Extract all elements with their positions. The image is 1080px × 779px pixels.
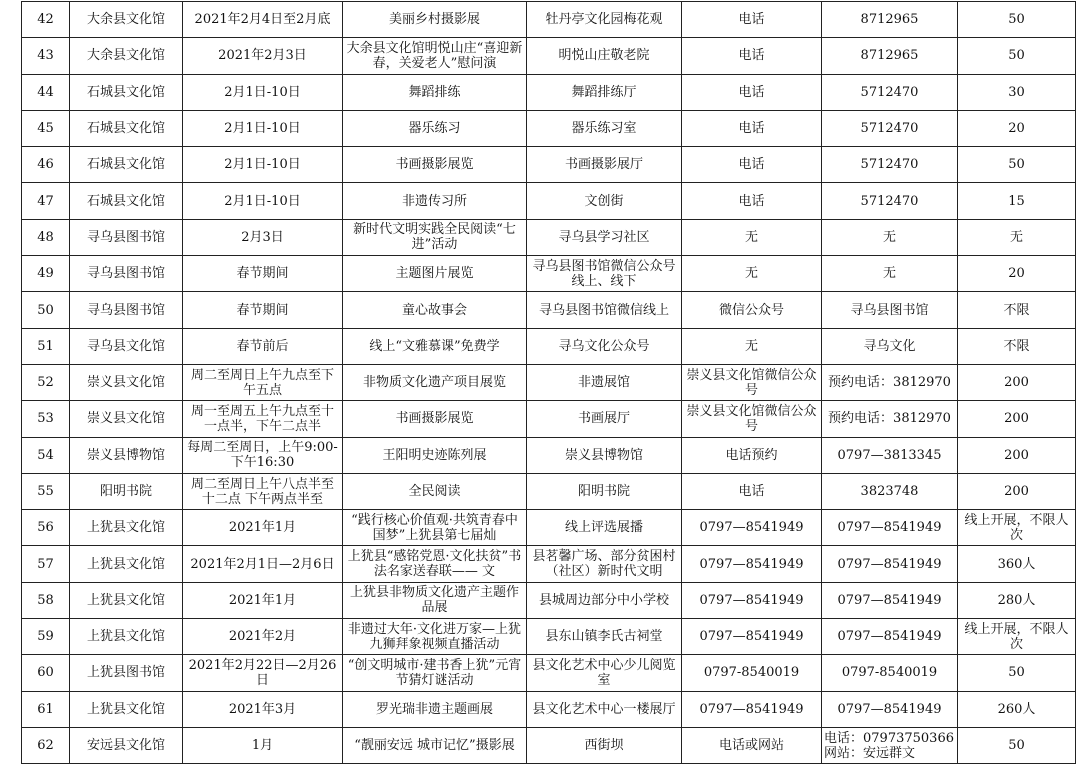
cell-location: 县东山镇李氏古祠堂 — [527, 619, 682, 655]
cell-location: 县文化艺术中心少儿阅览室 — [527, 655, 682, 691]
cell-organizer: 上犹县文化馆 — [70, 582, 183, 618]
cell-activity-name: 上犹县“感铭党恩·文化扶贫”书法名家送春联—— 文 — [343, 546, 527, 582]
cell-activity-name: 舞蹈排练 — [343, 74, 527, 110]
cell-location: 寻乌县图书馆微信线上 — [527, 292, 682, 328]
cell-date: 2月1日-10日 — [183, 74, 343, 110]
cell-location: 非遗展馆 — [527, 364, 682, 400]
cell-capacity: 不限 — [958, 328, 1076, 364]
cell-booking-method: 崇义县文化馆微信公众号 — [682, 401, 822, 437]
cell-activity-name: 全民阅读 — [343, 473, 527, 509]
cell-location: 文创街 — [527, 183, 682, 219]
cell-capacity: 280人 — [958, 582, 1076, 618]
cell-capacity: 15 — [958, 183, 1076, 219]
cell-contact: 0797—8541949 — [822, 546, 958, 582]
cell-date: 春节期间 — [183, 292, 343, 328]
cell-date: 每周二至周日，上午9:00-下午16:30 — [183, 437, 343, 473]
cell-date: 2月1日-10日 — [183, 110, 343, 146]
cell-organizer: 寻乌县图书馆 — [70, 256, 183, 292]
table-row — [22, 74, 1076, 110]
cell-activity-name: 非遗过大年·文化进万家—上犹九狮拜象视频直播活动 — [343, 619, 527, 655]
cell-organizer: 寻乌县图书馆 — [70, 219, 183, 255]
cell-date: 周一至周五上午九点至十一点半，下午二点半 — [183, 401, 343, 437]
cell-location: 明悦山庄敬老院 — [527, 38, 682, 74]
cell-booking-method: 0797—8541949 — [682, 582, 822, 618]
cell-booking-method: 0797-8540019 — [682, 655, 822, 691]
cell-activity-name: 主题图片展览 — [343, 256, 527, 292]
cell-number: 57 — [22, 546, 70, 582]
cell-activity-name: “靓丽安远 城市记忆”摄影展 — [343, 727, 527, 763]
table-row — [22, 110, 1076, 146]
cell-date: 2021年3月 — [183, 691, 343, 727]
cell-number: 54 — [22, 437, 70, 473]
cell-activity-name: 非遗传习所 — [343, 183, 527, 219]
table-row — [22, 328, 1076, 364]
cell-booking-method: 无 — [682, 219, 822, 255]
cell-date: 周二至周日上午八点半至十二点 下午两点半至 — [183, 473, 343, 509]
cell-contact: 5712470 — [822, 147, 958, 183]
cell-number: 53 — [22, 401, 70, 437]
activity-table-container — [21, 1, 1076, 764]
cell-activity-name: 美丽乡村摄影展 — [343, 2, 527, 38]
cell-organizer: 上犹县文化馆 — [70, 546, 183, 582]
cell-location: 崇义县博物馆 — [527, 437, 682, 473]
cell-contact: 无 — [822, 219, 958, 255]
cell-location: 阳明书院 — [527, 473, 682, 509]
table-row — [22, 183, 1076, 219]
cell-number: 51 — [22, 328, 70, 364]
cell-number: 58 — [22, 582, 70, 618]
cell-capacity: 无 — [958, 219, 1076, 255]
cell-organizer: 崇义县文化馆 — [70, 364, 183, 400]
cell-contact: 8712965 — [822, 2, 958, 38]
cell-activity-name: 上犹县非物质文化遗产主题作品展 — [343, 582, 527, 618]
cell-capacity: 线上开展，不限人次 — [958, 510, 1076, 546]
cell-date: 2021年1月 — [183, 510, 343, 546]
cell-number: 47 — [22, 183, 70, 219]
cell-organizer: 上犹县图书馆 — [70, 655, 183, 691]
cell-location: 书画展厅 — [527, 401, 682, 437]
cell-date: 2021年2月1日—2月6日 — [183, 546, 343, 582]
cell-capacity: 260人 — [958, 691, 1076, 727]
table-row — [22, 256, 1076, 292]
cell-capacity: 20 — [958, 110, 1076, 146]
cell-activity-name: 新时代文明实践全民阅读“七进”活动 — [343, 219, 527, 255]
cell-number: 50 — [22, 292, 70, 328]
table-row — [22, 510, 1076, 546]
cell-organizer: 石城县文化馆 — [70, 147, 183, 183]
cell-activity-name: 童心故事会 — [343, 292, 527, 328]
cell-booking-method: 电话 — [682, 2, 822, 38]
cell-activity-name: 罗光瑞非遗主题画展 — [343, 691, 527, 727]
cell-activity-name: “践行核心价值观·共筑青春中国梦”上犹县第七届灿 — [343, 510, 527, 546]
cell-contact: 0797-8540019 — [822, 655, 958, 691]
cell-number: 60 — [22, 655, 70, 691]
cell-capacity: 不限 — [958, 292, 1076, 328]
activity-table — [21, 1, 1076, 764]
cell-number: 45 — [22, 110, 70, 146]
cell-activity-name: 王阳明史迹陈列展 — [343, 437, 527, 473]
cell-capacity: 20 — [958, 256, 1076, 292]
cell-location: 西街坝 — [527, 727, 682, 763]
cell-capacity: 线上开展，不限人次 — [958, 619, 1076, 655]
cell-capacity: 50 — [958, 655, 1076, 691]
cell-location: 县城周边部分中小学校 — [527, 582, 682, 618]
cell-date: 2月1日-10日 — [183, 183, 343, 219]
table-row — [22, 437, 1076, 473]
cell-location: 县文化艺术中心一楼展厅 — [527, 691, 682, 727]
cell-booking-method: 无 — [682, 328, 822, 364]
table-row — [22, 401, 1076, 437]
cell-date: 2021年2月22日—2月26日 — [183, 655, 343, 691]
cell-organizer: 大余县文化馆 — [70, 38, 183, 74]
table-row — [22, 2, 1076, 38]
cell-date: 周二至周日上午九点至下午五点 — [183, 364, 343, 400]
cell-contact: 0797—8541949 — [822, 510, 958, 546]
cell-capacity: 50 — [958, 38, 1076, 74]
cell-contact: 5712470 — [822, 183, 958, 219]
table-row — [22, 364, 1076, 400]
cell-booking-method: 0797—8541949 — [682, 546, 822, 582]
cell-contact: 无 — [822, 256, 958, 292]
table-row — [22, 691, 1076, 727]
cell-organizer: 石城县文化馆 — [70, 74, 183, 110]
cell-contact: 5712470 — [822, 74, 958, 110]
cell-contact: 电话：07973750366 网站：安远群文 — [822, 727, 958, 763]
cell-location: 寻乌文化公众号 — [527, 328, 682, 364]
table-row — [22, 292, 1076, 328]
cell-date: 春节前后 — [183, 328, 343, 364]
cell-organizer: 安远县文化馆 — [70, 727, 183, 763]
cell-booking-method: 电话 — [682, 473, 822, 509]
cell-capacity: 200 — [958, 473, 1076, 509]
cell-location: 线上评选展播 — [527, 510, 682, 546]
cell-date: 2021年1月 — [183, 582, 343, 618]
cell-capacity: 200 — [958, 401, 1076, 437]
cell-organizer: 寻乌县文化馆 — [70, 328, 183, 364]
cell-capacity: 50 — [958, 2, 1076, 38]
table-row — [22, 147, 1076, 183]
cell-contact: 5712470 — [822, 110, 958, 146]
cell-organizer: 石城县文化馆 — [70, 183, 183, 219]
cell-contact: 寻乌文化 — [822, 328, 958, 364]
cell-date: 2021年2月 — [183, 619, 343, 655]
cell-organizer: 崇义县博物馆 — [70, 437, 183, 473]
cell-contact: 0797—8541949 — [822, 619, 958, 655]
cell-booking-method: 无 — [682, 256, 822, 292]
cell-location: 牡丹亭文化园梅花观 — [527, 2, 682, 38]
cell-organizer: 阳明书院 — [70, 473, 183, 509]
cell-organizer: 崇义县文化馆 — [70, 401, 183, 437]
cell-capacity: 200 — [958, 364, 1076, 400]
cell-booking-method: 电话 — [682, 183, 822, 219]
table-row — [22, 655, 1076, 691]
cell-activity-name: 线上“文雅慕课”免费学 — [343, 328, 527, 364]
cell-location: 书画摄影展厅 — [527, 147, 682, 183]
cell-contact: 预约电话：3812970 — [822, 364, 958, 400]
cell-number: 55 — [22, 473, 70, 509]
cell-organizer: 石城县文化馆 — [70, 110, 183, 146]
cell-number: 61 — [22, 691, 70, 727]
cell-date: 2021年2月4日至2月底 — [183, 2, 343, 38]
cell-activity-name: 书画摄影展览 — [343, 147, 527, 183]
cell-location: 寻乌县图书馆微信公众号线上、线下 — [527, 256, 682, 292]
cell-booking-method: 0797—8541949 — [682, 691, 822, 727]
table-row — [22, 219, 1076, 255]
cell-booking-method: 电话预约 — [682, 437, 822, 473]
cell-capacity: 30 — [958, 74, 1076, 110]
cell-organizer: 大余县文化馆 — [70, 2, 183, 38]
cell-location: 舞蹈排练厅 — [527, 74, 682, 110]
table-row — [22, 546, 1076, 582]
cell-booking-method: 0797—8541949 — [682, 510, 822, 546]
cell-activity-name: 器乐练习 — [343, 110, 527, 146]
cell-date: 春节期间 — [183, 256, 343, 292]
cell-location: 寻乌县学习社区 — [527, 219, 682, 255]
cell-contact: 0797—3813345 — [822, 437, 958, 473]
cell-number: 59 — [22, 619, 70, 655]
cell-activity-name: 大余县文化馆明悦山庄“喜迎新春，关爱老人”慰问演 — [343, 38, 527, 74]
cell-capacity: 200 — [958, 437, 1076, 473]
table-row — [22, 619, 1076, 655]
cell-number: 62 — [22, 727, 70, 763]
cell-booking-method: 微信公众号 — [682, 292, 822, 328]
cell-capacity: 50 — [958, 147, 1076, 183]
cell-contact: 预约电话：3812970 — [822, 401, 958, 437]
table-row — [22, 727, 1076, 763]
table-row — [22, 582, 1076, 618]
table-row — [22, 473, 1076, 509]
cell-organizer: 寻乌县图书馆 — [70, 292, 183, 328]
cell-booking-method: 电话或网站 — [682, 727, 822, 763]
cell-booking-method: 电话 — [682, 38, 822, 74]
cell-date: 1月 — [183, 727, 343, 763]
cell-activity-name: “创文明城市·建书香上犹”元宵节猜灯谜活动 — [343, 655, 527, 691]
cell-booking-method: 0797—8541949 — [682, 619, 822, 655]
cell-number: 44 — [22, 74, 70, 110]
cell-number: 56 — [22, 510, 70, 546]
cell-date: 2021年2月3日 — [183, 38, 343, 74]
cell-number: 46 — [22, 147, 70, 183]
cell-number: 49 — [22, 256, 70, 292]
cell-contact: 8712965 — [822, 38, 958, 74]
cell-number: 43 — [22, 38, 70, 74]
cell-booking-method: 电话 — [682, 110, 822, 146]
cell-location: 县茗馨广场、部分贫困村（社区）新时代文明 — [527, 546, 682, 582]
cell-booking-method: 崇义县文化馆微信公众号 — [682, 364, 822, 400]
cell-organizer: 上犹县文化馆 — [70, 691, 183, 727]
cell-booking-method: 电话 — [682, 147, 822, 183]
cell-number: 48 — [22, 219, 70, 255]
cell-activity-name: 非物质文化遗产项目展览 — [343, 364, 527, 400]
cell-date: 2月3日 — [183, 219, 343, 255]
cell-organizer: 上犹县文化馆 — [70, 510, 183, 546]
cell-number: 42 — [22, 2, 70, 38]
cell-number: 52 — [22, 364, 70, 400]
cell-capacity: 360人 — [958, 546, 1076, 582]
cell-date: 2月1日-10日 — [183, 147, 343, 183]
table-row — [22, 38, 1076, 74]
cell-activity-name: 书画摄影展览 — [343, 401, 527, 437]
cell-booking-method: 电话 — [682, 74, 822, 110]
cell-location: 器乐练习室 — [527, 110, 682, 146]
cell-organizer: 上犹县文化馆 — [70, 619, 183, 655]
cell-capacity: 50 — [958, 727, 1076, 763]
cell-contact: 寻乌县图书馆 — [822, 292, 958, 328]
cell-contact: 0797—8541949 — [822, 691, 958, 727]
cell-contact: 3823748 — [822, 473, 958, 509]
table-body — [22, 2, 1076, 764]
cell-contact: 0797—8541949 — [822, 582, 958, 618]
